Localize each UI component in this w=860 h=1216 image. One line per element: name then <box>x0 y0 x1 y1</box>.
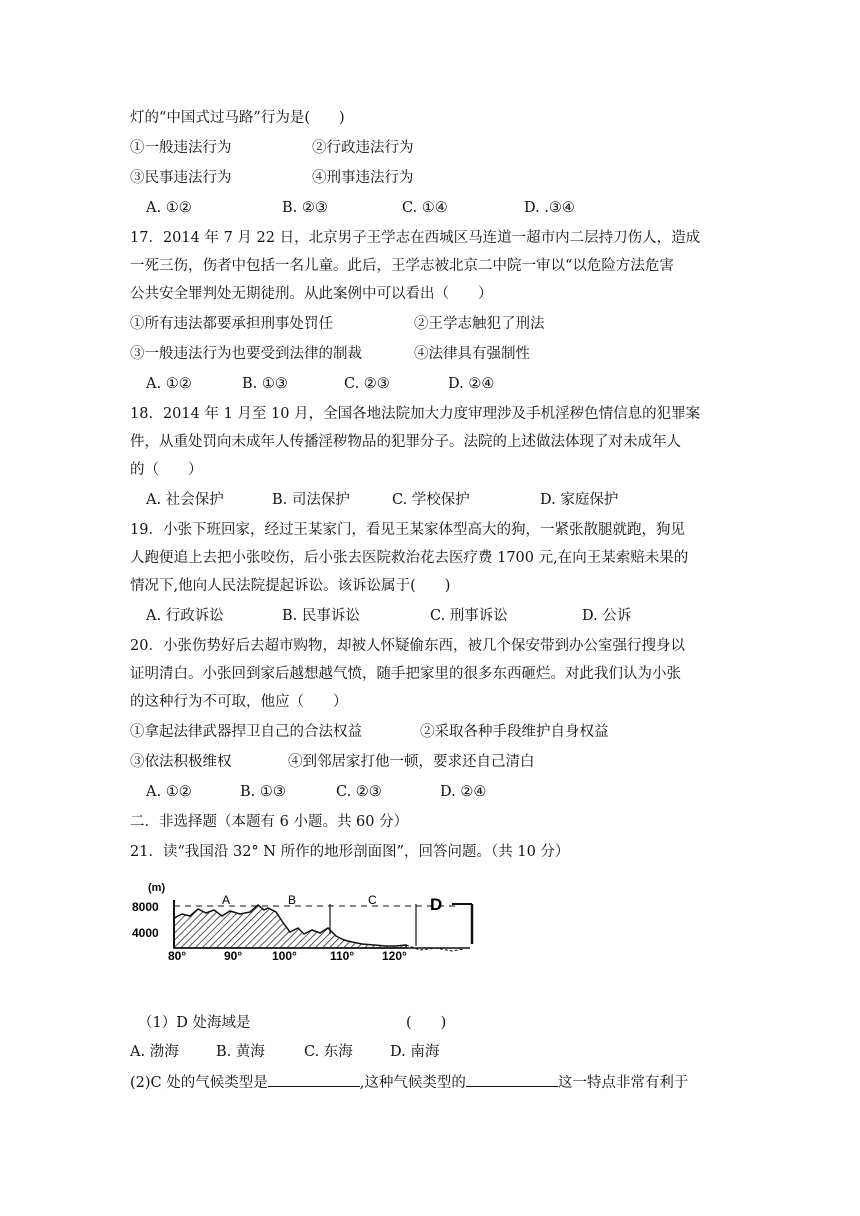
terrain-profile-shape <box>174 905 406 948</box>
q21-sub2-text: ,这种气候类型的 <box>359 1075 466 1091</box>
x-tick-label: 120° <box>382 949 407 960</box>
q17-item-2: ②王学志触犯了刑法 <box>414 316 545 332</box>
point-label-c: C <box>368 893 377 907</box>
y-tick-label: 4000 <box>132 926 159 940</box>
q18-option-c: C. 学校保护 <box>392 492 470 508</box>
q17-option-b: B. ①③ <box>242 376 288 392</box>
q16-item-4: ④刑事违法行为 <box>312 170 414 186</box>
point-label-a: A <box>222 893 231 907</box>
q16-item-2: ②行政违法行为 <box>312 140 414 156</box>
q18-option-b: B. 司法保护 <box>272 492 350 508</box>
q20-option-b: B. ①③ <box>240 784 286 800</box>
q17-stem-line: 一死三伤，伤者中包括一名儿童。此后，王学志被北京二中院一审以“以危险方法危害 <box>130 258 674 274</box>
answer-blank[interactable] <box>466 1072 558 1087</box>
q20-item-4: ④到邻居家打他一顿，要求还自己清白 <box>288 754 535 770</box>
q21-sub1-option-b: B. 黄海 <box>216 1044 265 1060</box>
q16-option-b: B. ②③ <box>282 200 328 216</box>
terrain-profile-figure <box>130 878 480 960</box>
x-tick-label: 80° <box>168 949 187 960</box>
q17-option-a: A. ①② <box>146 376 192 392</box>
q19-option-c: C. 刑事诉讼 <box>430 608 508 624</box>
y-tick-label: 8000 <box>132 900 159 914</box>
x-tick-label: 110° <box>330 949 355 960</box>
q19-option-a: A. 行政诉讼 <box>146 608 224 624</box>
q20-item-3: ③依法积极维权 <box>130 754 232 770</box>
section-heading: 二．非选择题（本题有 6 小题。共 60 分） <box>130 814 409 830</box>
q18-option-a: A. 社会保护 <box>146 492 224 508</box>
q21-stem: 21．读“我国沿 32° N 所作的地形剖面图”，回答问题。（共 10 分） <box>130 844 570 860</box>
q17-item-1: ①所有违法都要承担刑事处罚任 <box>130 316 333 332</box>
x-tick-label: 90° <box>224 949 243 960</box>
q21-sub2-text: 这一特点非常有利于 <box>557 1075 689 1091</box>
q17-stem-line: 公共安全罪判处无期徒刑。从此案例中可以看出（ ） <box>130 286 493 302</box>
q19-option-d: D. 公诉 <box>582 608 632 624</box>
q20-item-1: ①拿起法律武器捍卫自己的合法权益 <box>130 724 362 740</box>
q21-sub1-option-c: C. 东海 <box>304 1044 353 1060</box>
q18-stem-line: 的（ ） <box>130 462 203 478</box>
q21-sub1-answer-paren: ( ) <box>406 1015 447 1031</box>
q17-item-3: ③一般违法行为也要受到法律的制裁 <box>130 346 362 362</box>
q18-option-d: D. 家庭保护 <box>540 492 619 508</box>
q16-item-3: ③民事违法行为 <box>130 170 232 186</box>
q20-option-a: A. ①② <box>146 784 192 800</box>
y-unit-label: (m) <box>148 882 166 894</box>
q19-stem-line: 情况下,他向人民法院提起诉讼。该诉讼属于( ) <box>130 578 451 594</box>
point-label-b: B <box>288 893 297 907</box>
q20-stem-line: 20．小张伤势好后去超市购物，却被人怀疑偷东西，被几个保安带到办公室强行搜身以 <box>130 638 685 654</box>
q19-stem-line: 人跑便追上去把小张咬伤，后小张去医院救治花去医疗费 1700 元,在向王某索赔未果的 <box>130 550 689 566</box>
q20-stem-line: 的这种行为不可取，他应（ ） <box>130 694 348 710</box>
q18-stem-line: 18．2014 年 1 月至 10 月，全国各地法院加大力度审理涉及手机淫秽色情信息的犯罪案 <box>130 406 701 422</box>
q16-item-1: ①一般违法行为 <box>130 140 232 156</box>
q20-option-d: D. ②④ <box>440 784 487 800</box>
q20-stem-line: 证明清白。小张回到家后越想越气愤，随手把家里的很多东西砸烂。对此我们认为小张 <box>130 666 681 682</box>
q20-item-2: ②采取各种手段维护自身权益 <box>420 724 609 740</box>
answer-blank[interactable] <box>268 1072 360 1087</box>
point-label-d: D <box>430 895 443 914</box>
q17-item-4: ④法律具有强制性 <box>414 346 530 362</box>
q21-sub1-option-a: A. 渤海 <box>130 1044 179 1060</box>
q17-stem-line: 17．2014 年 7 月 22 日，北京男子王学志在西城区马连道一超市内二层持刀伤人，造成 <box>130 230 701 246</box>
q19-stem-line: 19．小张下班回家，经过王某家门，看见王某家体型高大的狗，一紧张散腿就跑，狗见 <box>130 522 685 538</box>
q21-sub1-option-d: D. 南海 <box>390 1044 440 1060</box>
q17-option-d: D. ②④ <box>448 376 495 392</box>
q21-sub1: （1）D 处海域是 <box>138 1015 251 1031</box>
q16-option-a: A. ①② <box>146 200 192 216</box>
q16-option-c: C. ①④ <box>402 200 448 216</box>
q20-option-c: C. ②③ <box>336 784 382 800</box>
q16-stem: 灯的“中国式过马路”行为是( ) <box>130 110 345 126</box>
q18-stem-line: 件，从重处罚向未成年人传播淫秽物品的犯罪分子。法院的上述做法体现了对未成年人 <box>130 434 681 450</box>
q21-sub2 <box>130 1072 688 1093</box>
q16-option-d: D. .③④ <box>524 200 575 216</box>
q17-option-c: C. ②③ <box>344 376 390 392</box>
x-tick-label: 100° <box>272 949 297 960</box>
q19-option-b: B. 民事诉讼 <box>282 608 360 624</box>
q21-sub2-text: (2)C 处的气候类型是 <box>130 1075 268 1091</box>
